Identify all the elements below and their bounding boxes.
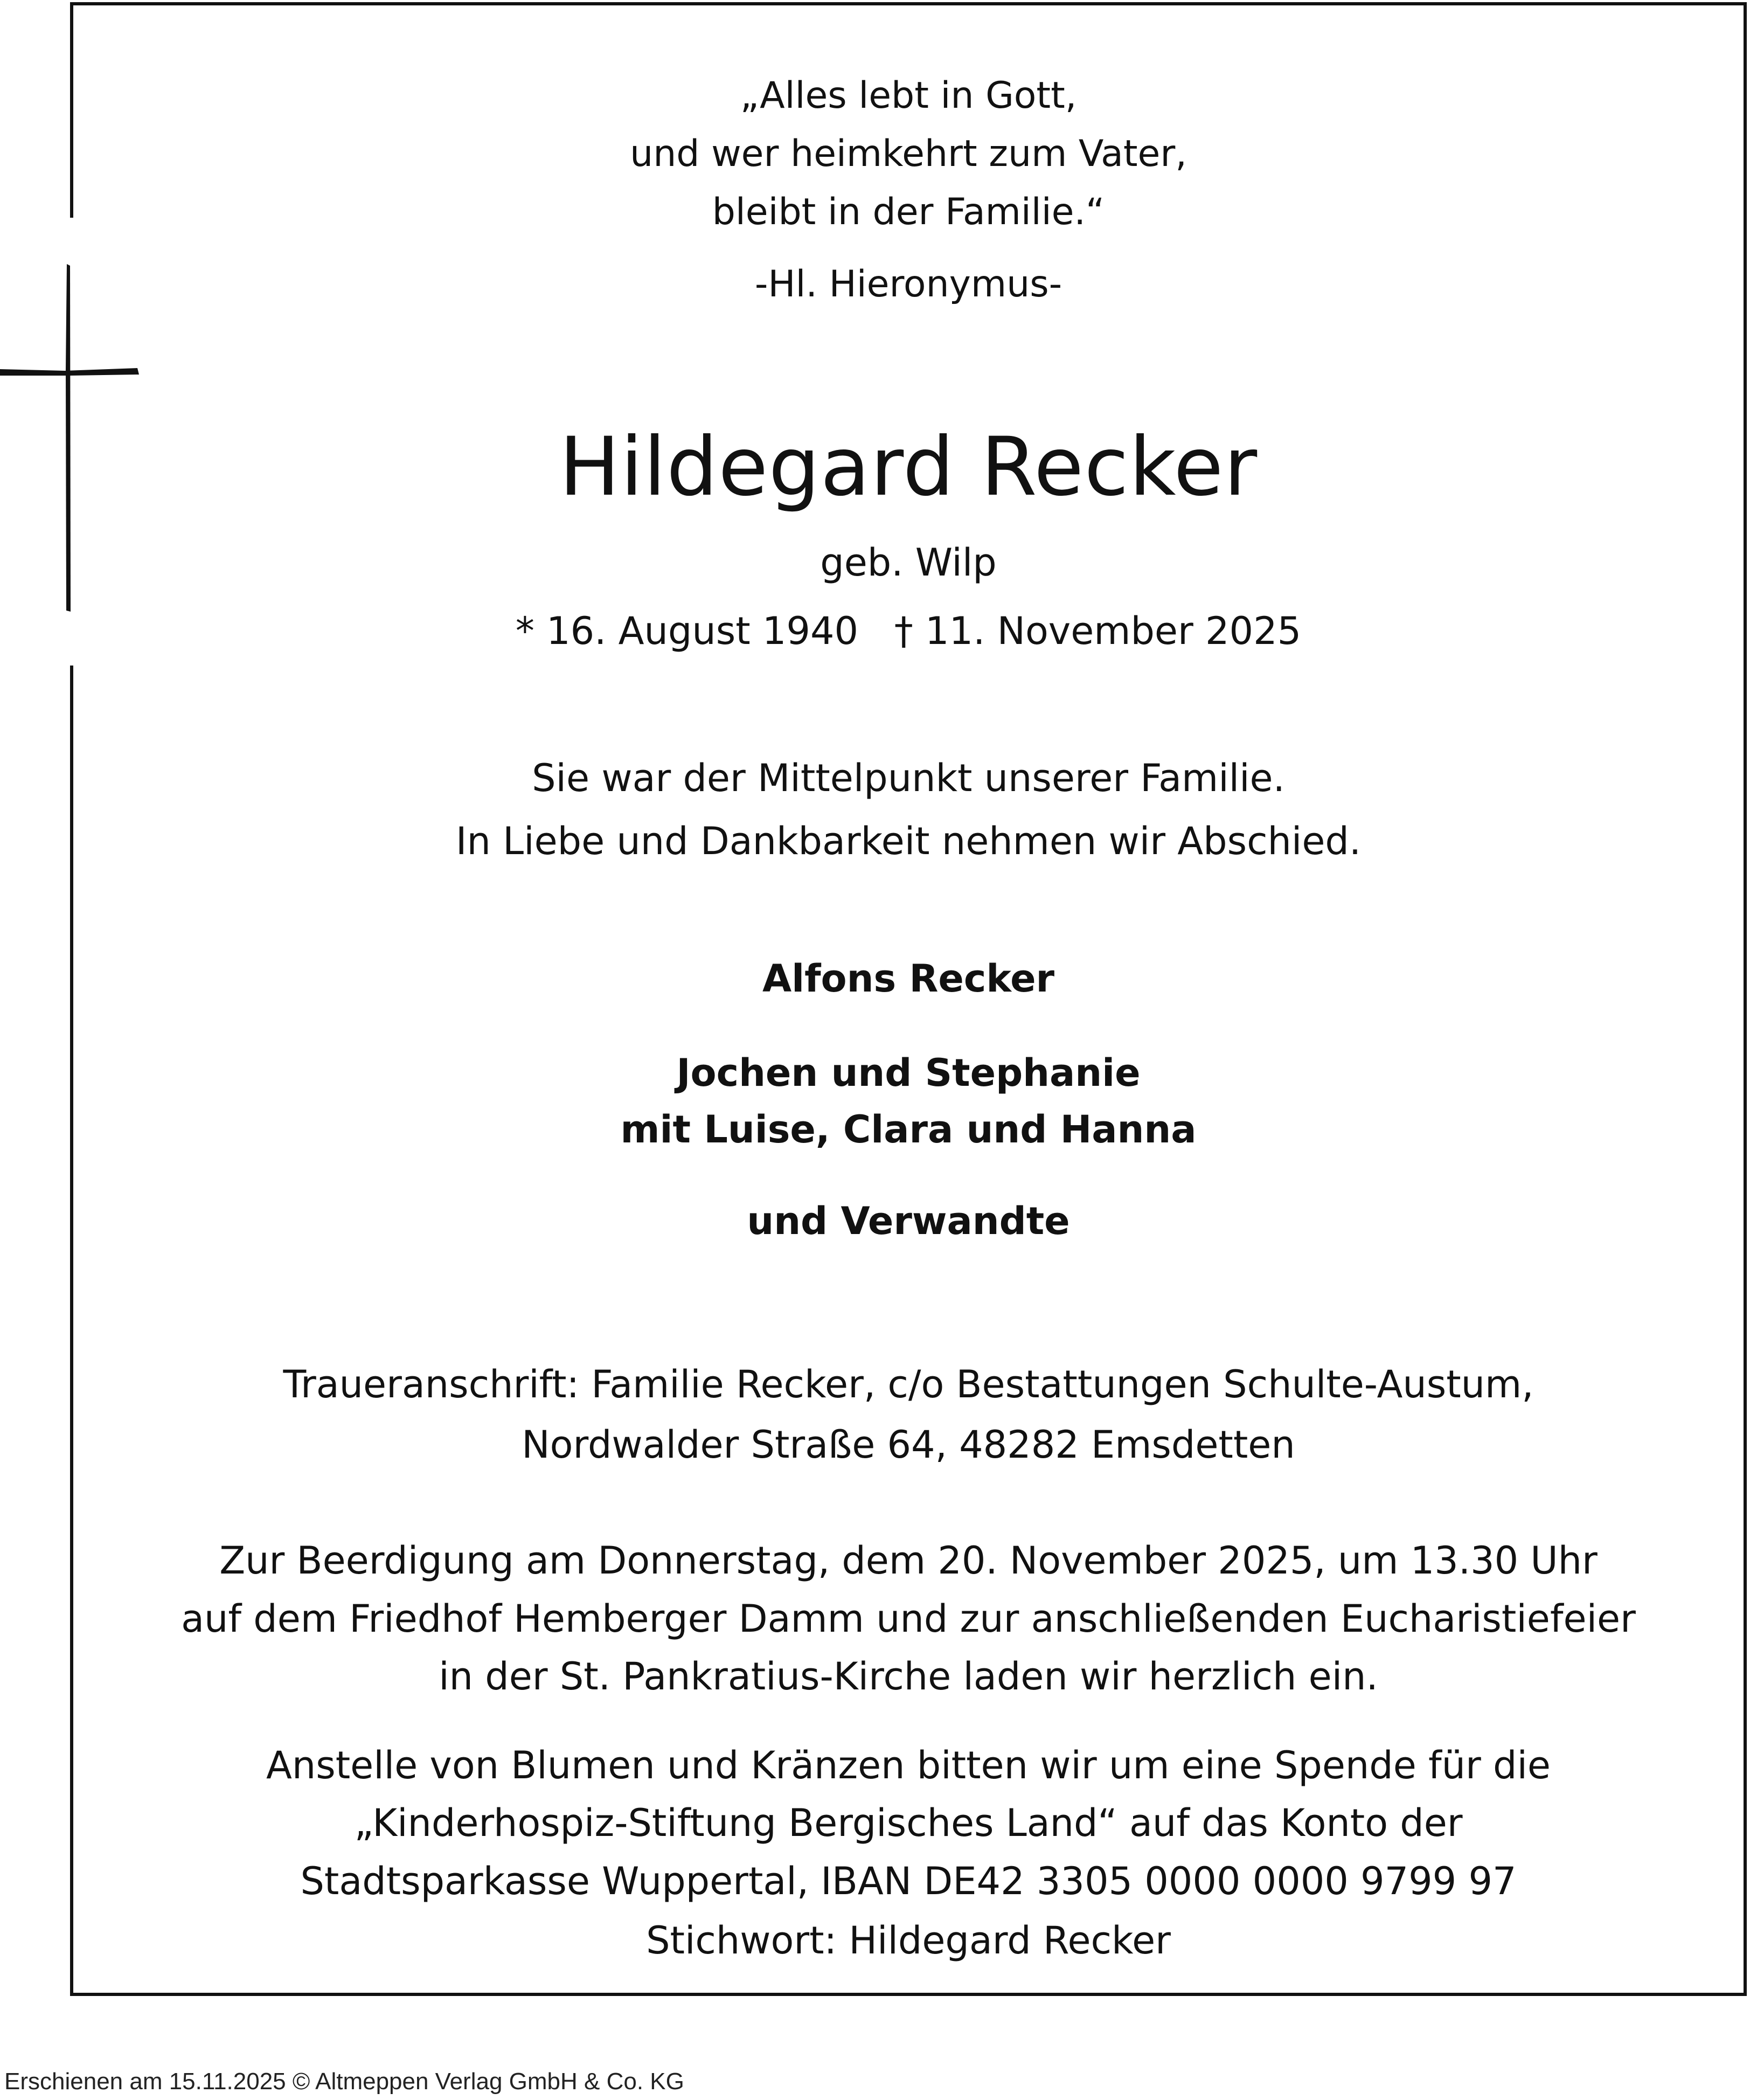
quote-line-2: und wer heimkehrt zum Vater,	[630, 133, 1187, 175]
quote-line-3: bleibt in der Familie.“	[712, 191, 1105, 233]
funeral-line-2: auf dem Friedhof Hemberger Damm und zur anschließenden Eucharistiefeier	[181, 1597, 1636, 1641]
quote-line-1: „Alles lebt in Gott,	[740, 74, 1077, 117]
quote-author: -Hl. Hieronymus-	[754, 263, 1062, 306]
mourner-4: und Verwandte	[747, 1199, 1070, 1243]
frame-left-border-lower	[70, 666, 73, 1996]
deceased-name: Hildegard Recker	[559, 420, 1258, 514]
donation-line-1: Anstelle von Blumen und Kränzen bitten wir um eine Spende für die	[266, 1743, 1551, 1787]
frame-top-border	[71, 2, 1747, 5]
donation-line-2: „Kinderhospiz-Stiftung Bergisches Land“ auf das Konto der	[354, 1801, 1463, 1845]
frame-bottom-border	[71, 1993, 1747, 1996]
mourner-3: mit Luise, Clara und Hanna	[620, 1107, 1197, 1152]
funeral-line-3: in der St. Pankratius-Kirche laden wir herzlich ein.	[439, 1654, 1378, 1699]
message-line-1: Sie war der Mittelpunkt unserer Familie.	[532, 756, 1285, 800]
donation-line-4: Stichwort: Hildegard Recker	[646, 1918, 1171, 1963]
donation-line-3: Stadtsparkasse Wuppertal, IBAN DE42 3305 0000 0000 9799 97	[300, 1859, 1517, 1903]
life-dates: * 16. August 1940 † 11. November 2025	[515, 609, 1302, 653]
mourner-2: Jochen und Stephanie	[676, 1051, 1141, 1095]
publication-footer: Erschienen am 15.11.2025 © Altmeppen Verlag GmbH & Co. KG	[4, 2068, 684, 2095]
frame-right-border	[1744, 2, 1747, 1996]
mourner-1: Alfons Recker	[762, 957, 1055, 1001]
funeral-line-1: Zur Beerdigung am Donnerstag, dem 20. November 2025, um 13.30 Uhr	[219, 1538, 1598, 1583]
address-line-2: Nordwalder Straße 64, 48282 Emsdetten	[522, 1423, 1295, 1467]
address-line-1: Traueranschrift: Familie Recker, c/o Bestattungen Schulte-Austum,	[283, 1362, 1534, 1406]
maiden-name: geb. Wilp	[820, 540, 997, 585]
message-line-2: In Liebe und Dankbarkeit nehmen wir Abschied.	[455, 819, 1362, 863]
